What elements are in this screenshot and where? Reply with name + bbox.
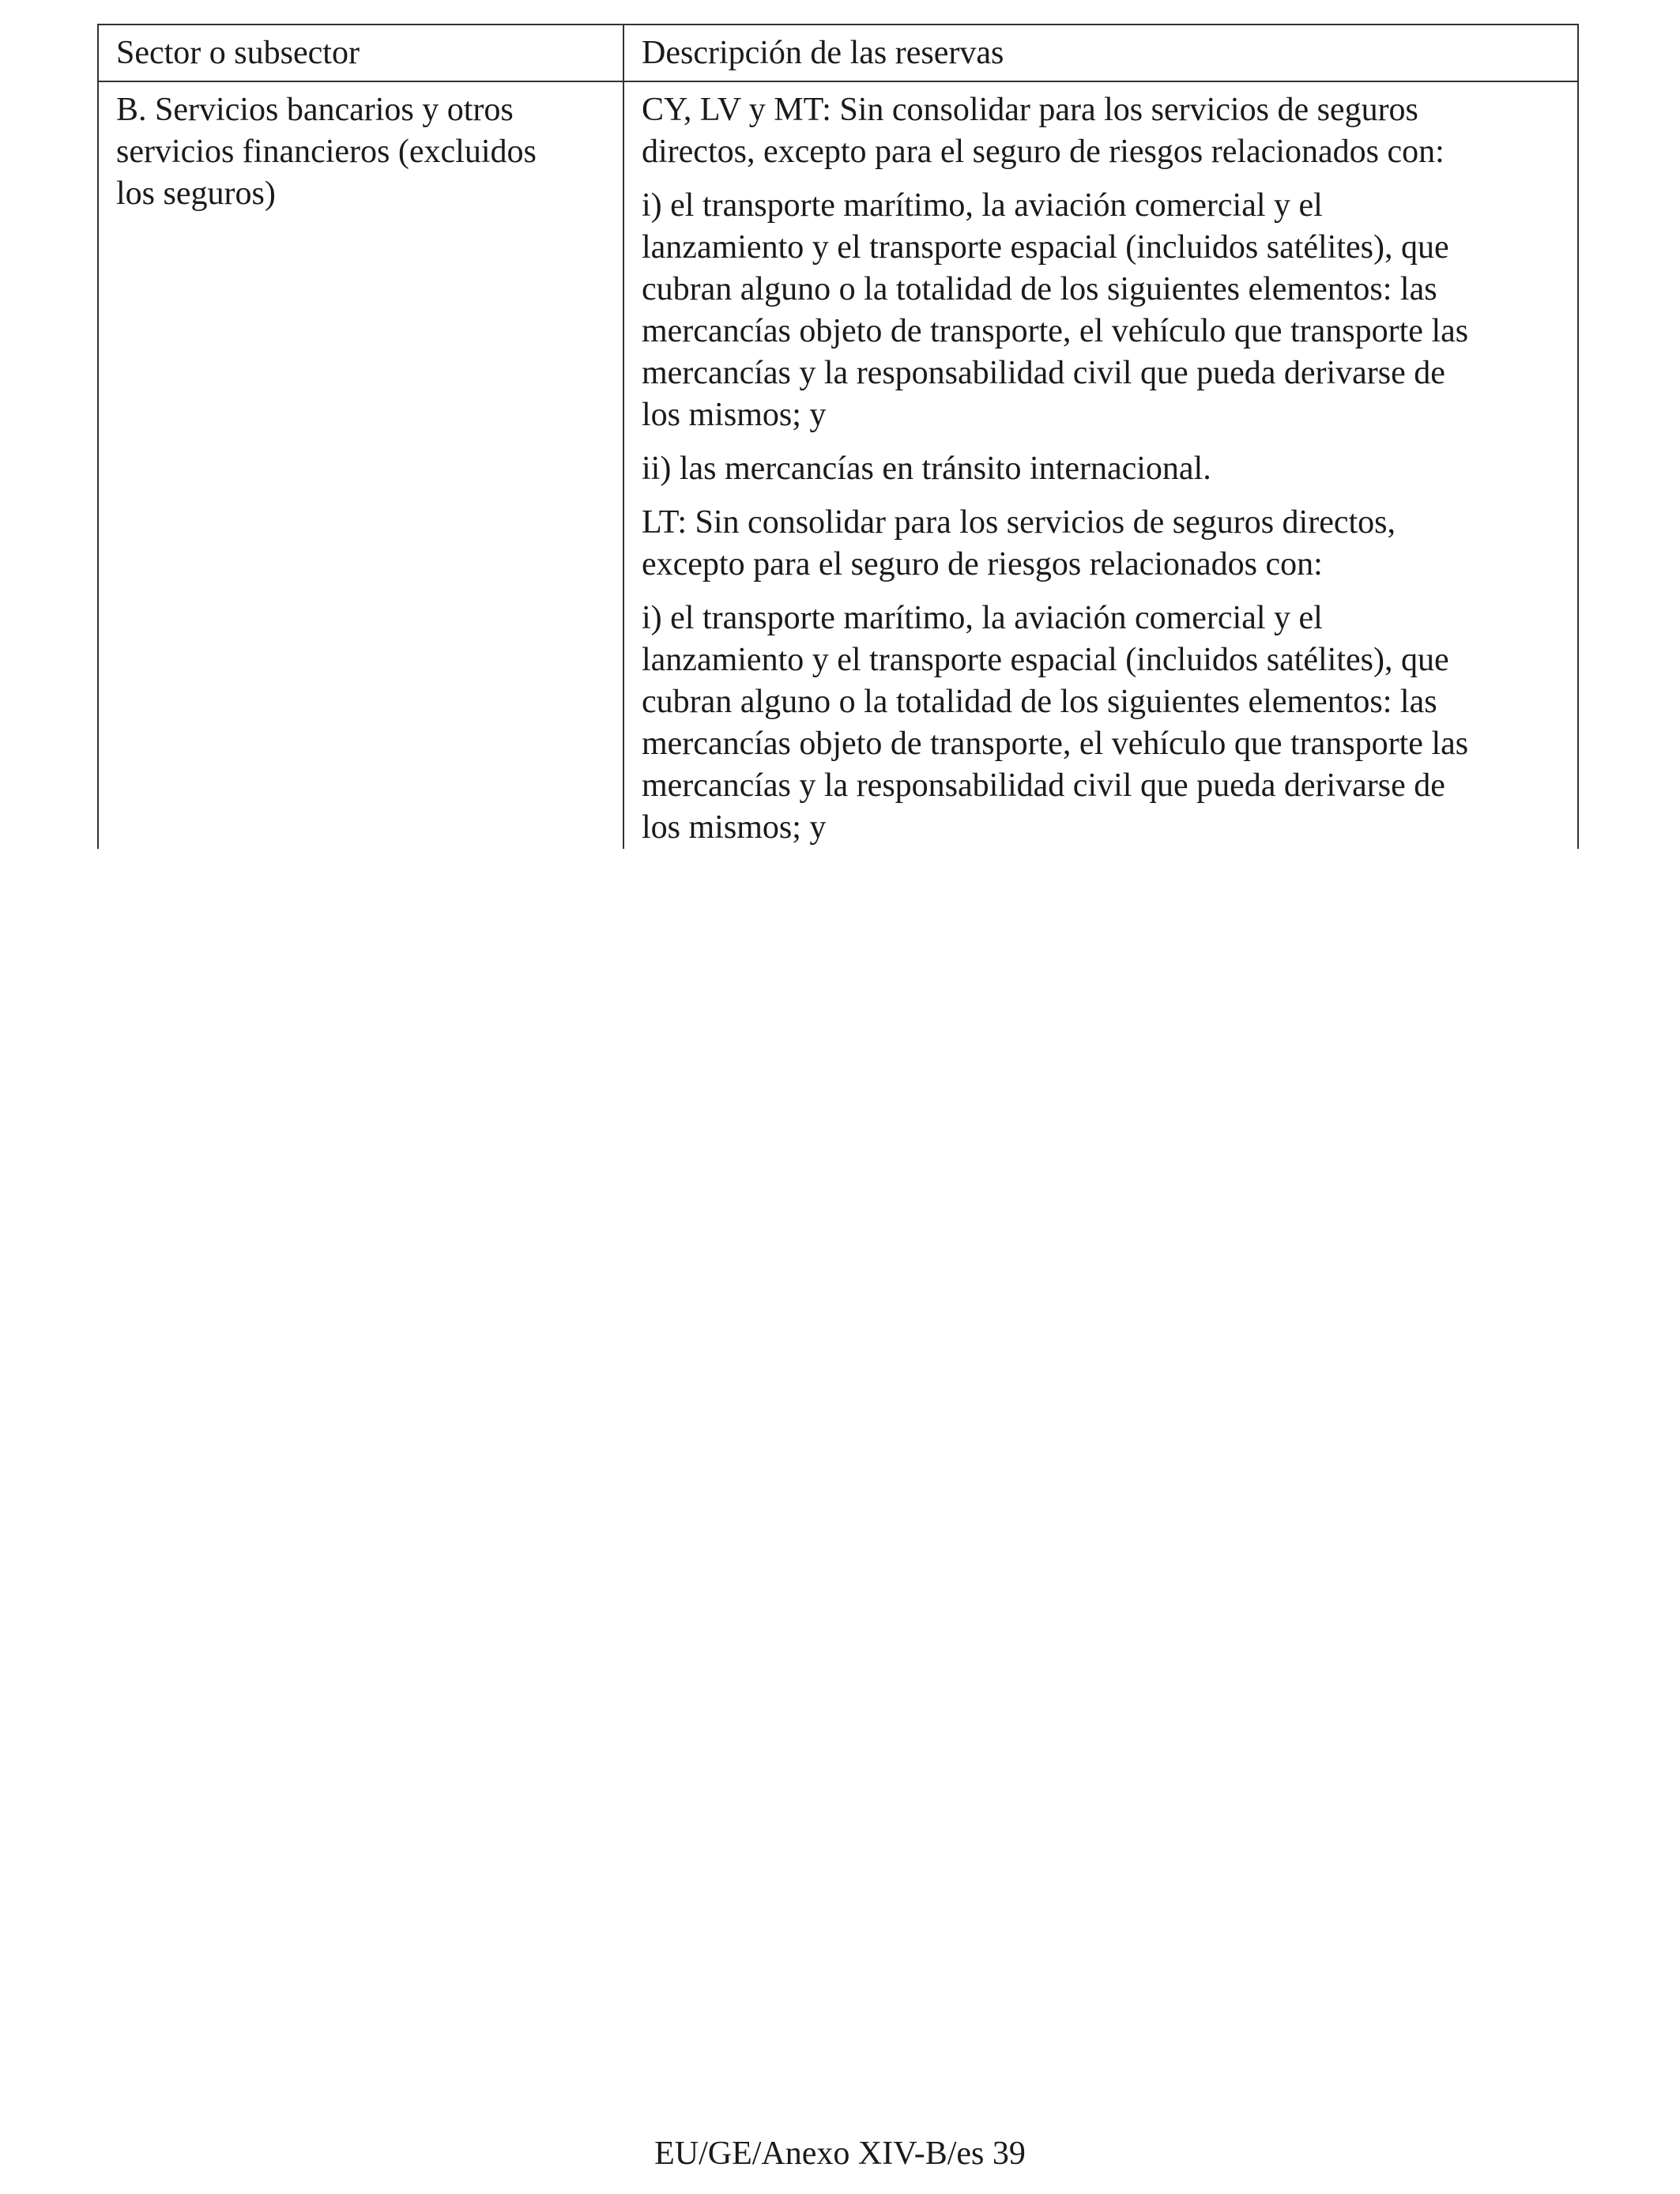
sector-line: los seguros) bbox=[116, 175, 276, 212]
description-line: excepto para el seguro de riesgos relacionados con: bbox=[642, 546, 1323, 582]
description-line: mercancías y la responsabilidad civil que pueda derivarse de bbox=[642, 767, 1445, 804]
header-sector: Sector o subsector bbox=[97, 25, 624, 81]
reservations-table bbox=[97, 24, 1579, 849]
header-description: Descripción de las reservas bbox=[624, 25, 1579, 81]
description-line: LT: Sin consolidar para los servicios de seguros directos, bbox=[642, 504, 1396, 541]
description-paragraph bbox=[642, 448, 1566, 490]
description-line: mercancías y la responsabilidad civil que pueda derivarse de bbox=[642, 355, 1445, 391]
table-row bbox=[97, 82, 1579, 849]
description-line: lanzamiento y el transporte espacial (incluidos satélites), que bbox=[642, 642, 1449, 678]
description-paragraph bbox=[642, 185, 1566, 436]
description-line: ii) las mercancías en tránsito internacional. bbox=[642, 450, 1211, 487]
description-line: cubran alguno o la totalidad de los siguientes elementos: las bbox=[642, 271, 1437, 307]
description-line: mercancías objeto de transporte, el vehículo que transporte las bbox=[642, 313, 1469, 349]
description-line: los mismos; y bbox=[642, 397, 827, 433]
description-paragraph bbox=[642, 598, 1566, 849]
sector-cell bbox=[97, 82, 624, 849]
page-footer-reference: EU/GE/Anexo XIV-B/es 39 bbox=[654, 2136, 1026, 2172]
description-cell bbox=[624, 82, 1579, 849]
description-line: i) el transporte marítimo, la aviación comercial y el bbox=[642, 187, 1323, 224]
description-line: lanzamiento y el transporte espacial (incluidos satélites), que bbox=[642, 229, 1449, 266]
description-paragraph bbox=[642, 502, 1566, 586]
sector-line: servicios financieros (excluidos bbox=[116, 134, 537, 170]
description-line: mercancías objeto de transporte, el vehículo que transporte las bbox=[642, 726, 1469, 762]
description-line: CY, LV y MT: Sin consolidar para los servicios de seguros bbox=[642, 92, 1418, 128]
description-paragraph bbox=[642, 89, 1566, 173]
description-line: i) el transporte marítimo, la aviación comercial y el bbox=[642, 600, 1323, 636]
sector-line: B. Servicios bancarios y otros bbox=[116, 92, 514, 128]
description-line: los mismos; y bbox=[642, 809, 827, 846]
description-line: cubran alguno o la totalidad de los siguientes elementos: las bbox=[642, 684, 1437, 720]
table-header-row bbox=[97, 24, 1579, 82]
description-line: directos, excepto para el seguro de riesgos relacionados con: bbox=[642, 134, 1445, 170]
